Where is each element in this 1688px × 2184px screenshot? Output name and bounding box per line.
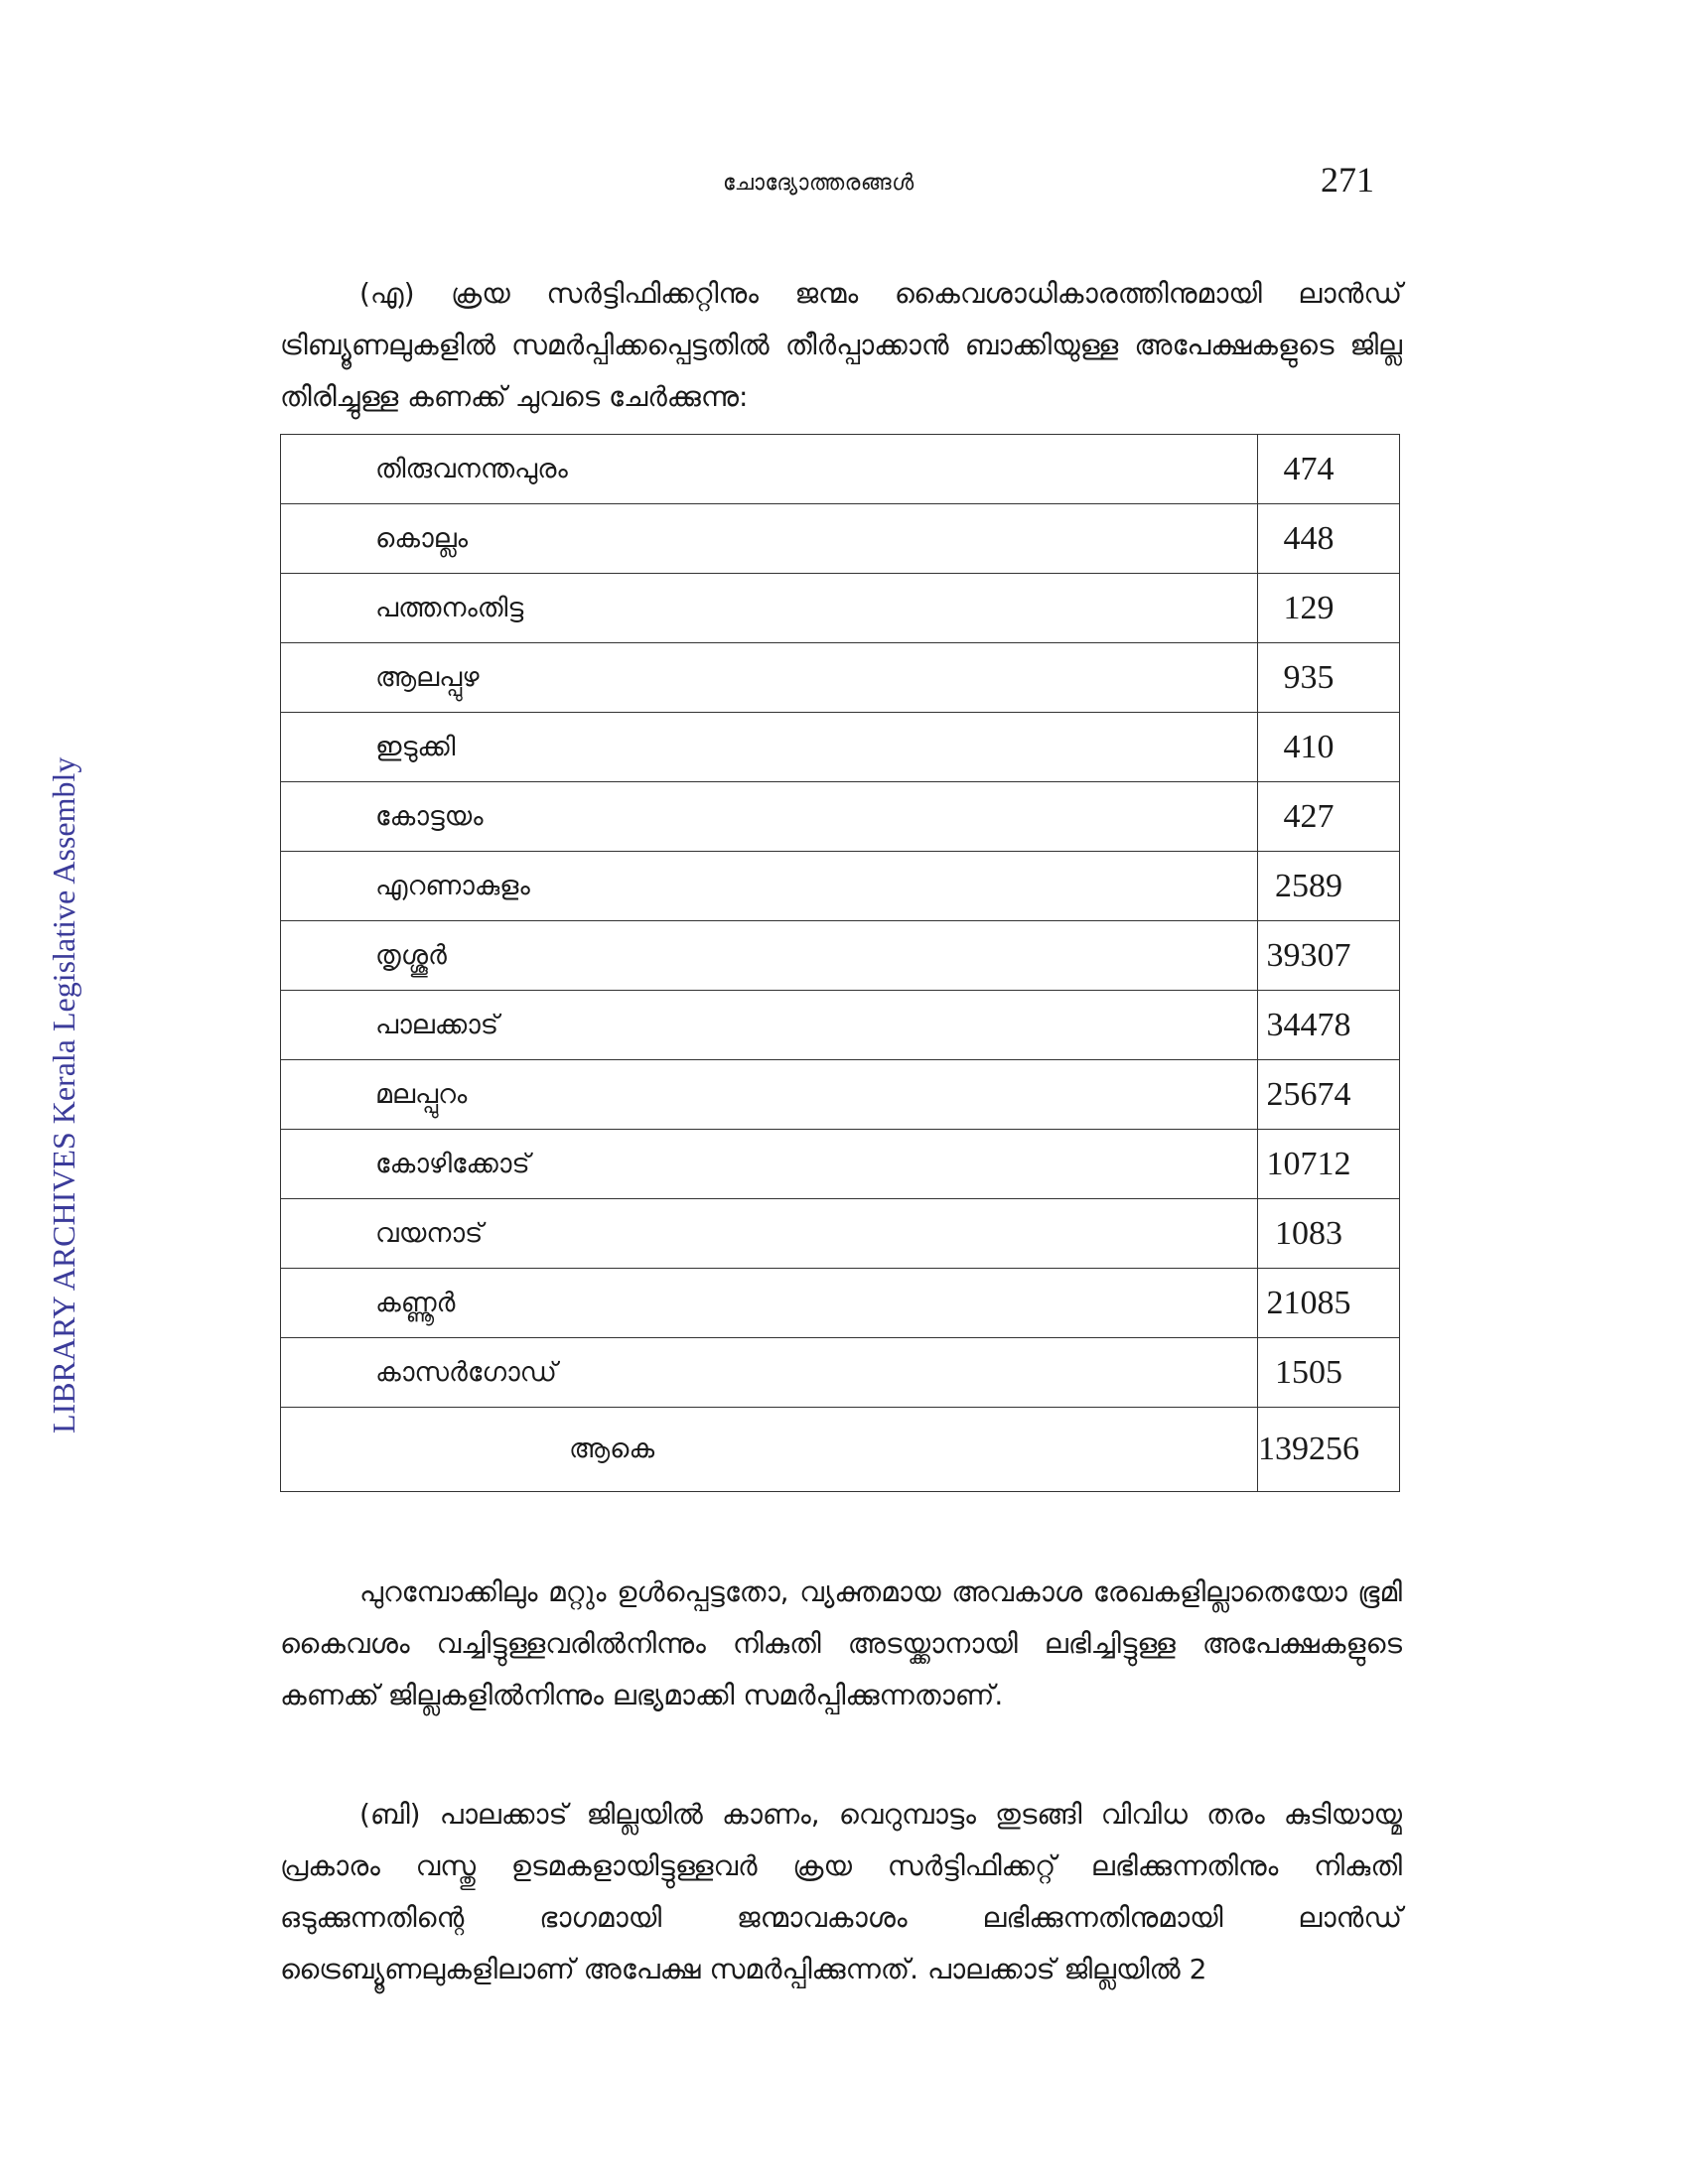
application-count-cell: 410 — [1258, 713, 1400, 782]
district-name-cell: മലപ്പുറം — [281, 1060, 1258, 1130]
district-name-cell: കോട്ടയം — [281, 782, 1258, 852]
application-count-cell: 427 — [1258, 782, 1400, 852]
intro-text: (എ) ക്രയ സർട്ടിഫിക്കറ്റിനും ജന്മം കൈവശാധികാരത്തിനുമായി ലാൻഡ് ട്രിബ്യൂണലുകളിൽ സമർപ്പിക്കപ്പെട്ടതിൽ തീർപ്പാക്കാൻ ബാക്കിയുള്ള അപേക്ഷകളുടെ ജില്ല തിരിച്ചുള്ള കണക്ക് ചുവടെ ചേർക്കുന്നു: — [280, 277, 1402, 413]
note-paragraph — [280, 1567, 1402, 1721]
district-name-cell: പാലക്കാട് — [281, 991, 1258, 1060]
table-row — [281, 574, 1400, 643]
district-name-cell: പത്തനംതിട്ട — [281, 574, 1258, 643]
archive-watermark: LIBRARY ARCHIVES Kerala Legislative Assembly — [46, 756, 81, 1433]
district-name-cell: ഇടുക്കി — [281, 713, 1258, 782]
application-count-cell: 25674 — [1258, 1060, 1400, 1130]
table-row — [281, 852, 1400, 921]
table-row — [281, 713, 1400, 782]
district-name-cell: കോഴിക്കോട് — [281, 1130, 1258, 1199]
application-count-cell: 474 — [1258, 435, 1400, 504]
page-number: 271 — [1321, 160, 1374, 200]
district-name-cell: ആലപ്പുഴ — [281, 643, 1258, 713]
table-row — [281, 435, 1400, 504]
table-row — [281, 991, 1400, 1060]
district-name-cell: തിരുവനന്തപുരം — [281, 435, 1258, 504]
application-count-cell: 10712 — [1258, 1130, 1400, 1199]
table-body — [281, 435, 1400, 1492]
table-row — [281, 1130, 1400, 1199]
table-row — [281, 504, 1400, 574]
application-count-cell: 129 — [1258, 574, 1400, 643]
total-value-cell: 139256 — [1258, 1408, 1400, 1492]
table-row — [281, 643, 1400, 713]
application-count-cell: 1505 — [1258, 1338, 1400, 1408]
table-row — [281, 921, 1400, 991]
district-name-cell: തൃശ്ശൂർ — [281, 921, 1258, 991]
table-row — [281, 1338, 1400, 1408]
district-name-cell: വയനാട് — [281, 1199, 1258, 1269]
part-b-paragraph — [280, 1789, 1402, 1995]
table-row — [281, 1060, 1400, 1130]
total-label-cell: ആകെ — [281, 1408, 1258, 1492]
note-text: പുറമ്പോക്കിലും മറ്റും ഉൾപ്പെട്ടതോ, വ്യക്തമായ അവകാശ രേഖകളില്ലാതെയോ ഭൂമി കൈവശം വച്ചിട്ടുള്ളവരിൽനിന്നും നികുതി അടയ്ക്കാനായി ലഭിച്ചിട്ടുള്ള അപേക്ഷകളുടെ കണക്ക് ജില്ലകളിൽനിന്നും ലഭ്യമാക്കി സമർപ്പിക്കുന്നതാണ്. — [280, 1575, 1402, 1711]
table-row — [281, 782, 1400, 852]
table-row — [281, 1199, 1400, 1269]
application-count-cell: 2589 — [1258, 852, 1400, 921]
application-count-cell: 21085 — [1258, 1269, 1400, 1338]
district-name-cell: കൊല്ലം — [281, 504, 1258, 574]
district-pending-applications-table — [280, 434, 1400, 1492]
application-count-cell: 34478 — [1258, 991, 1400, 1060]
total-row — [281, 1408, 1400, 1492]
application-count-cell: 935 — [1258, 643, 1400, 713]
application-count-cell: 1083 — [1258, 1199, 1400, 1269]
table-row — [281, 1269, 1400, 1338]
running-header: ചോദ്യോത്തരങ്ങൾ — [723, 171, 914, 196]
district-name-cell: കാസർഗോഡ് — [281, 1338, 1258, 1408]
application-count-cell: 448 — [1258, 504, 1400, 574]
district-name-cell: കണ്ണൂർ — [281, 1269, 1258, 1338]
application-count-cell: 39307 — [1258, 921, 1400, 991]
district-name-cell: എറണാകുളം — [281, 852, 1258, 921]
part-b-text: (ബി) പാലക്കാട് ജില്ലയിൽ കാണം, വെറുമ്പാട്ടം തുടങ്ങി വിവിധ തരം കുടിയായ്മ പ്രകാരം വസ്തു ഉടമകളായിട്ടുള്ളവർ ക്രയ സർട്ടിഫിക്കറ്റ് ലഭിക്കുന്നതിനും നികുതി ഒടുക്കുന്നതിന്റെ ഭാഗമായി ജന്മാവകാശം ലഭിക്കുന്നതിനുമായി ലാൻഡ് ട്രൈബ്യൂണലുകളിലാണ് അപേക്ഷ സമർപ്പിക്കുന്നത്. പാലക്കാട് ജില്ലയിൽ 2 — [280, 1798, 1402, 1985]
intro-paragraph — [280, 268, 1402, 423]
